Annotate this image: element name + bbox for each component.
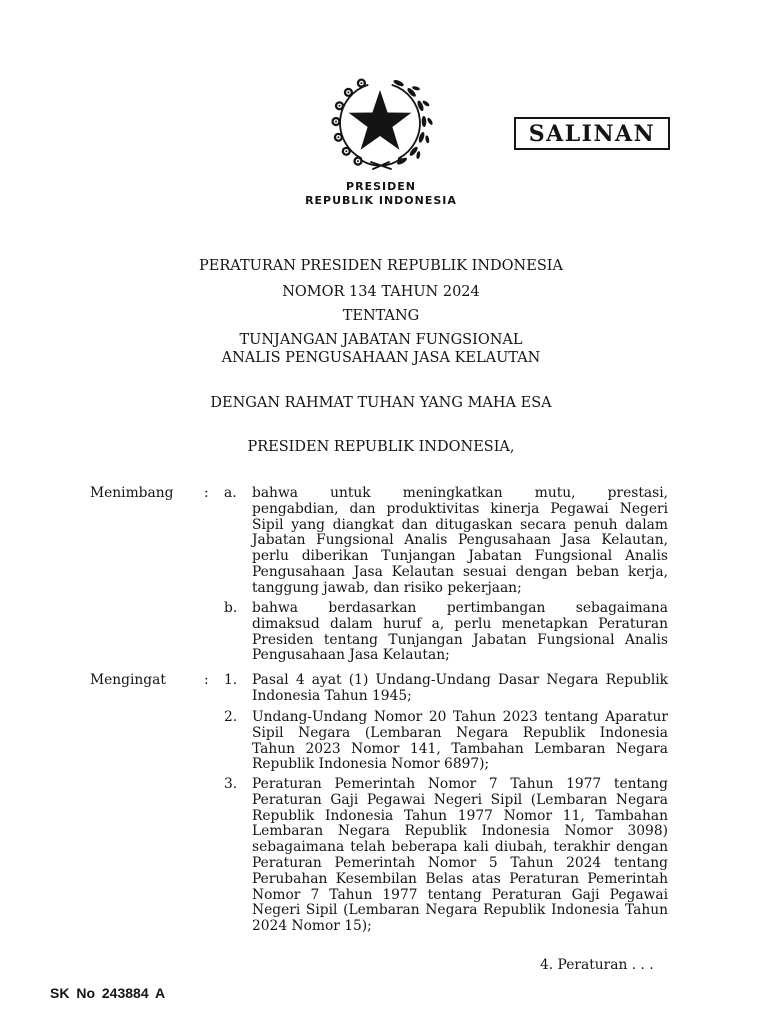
legal-basis-1 [252,673,668,705]
text-line: Pengusahaan Jasa Kelautan sesuai dengan beban kerja, [252,563,668,580]
text-line: Sipil Negara (Lembaran Negara Republik Indonesia [252,724,668,741]
consideration-a [252,486,668,597]
document-serial-code: SK No 243884 A [50,985,166,1001]
text-line: Nomor 7 Tahun 1977 tentang Peraturan Gaji Pegawai [252,886,668,903]
item-marker: b. [224,600,238,616]
text-line: Peraturan Pemerintah Nomor 7 Tahun 1977 tentang [252,776,668,792]
legal-basis-3 [252,777,668,935]
item-marker: 1. [224,672,238,688]
legal-basis-2 [252,710,668,773]
text-line: Negeri Sipil (Lembaran Negara Republik Indonesia Tahun [252,902,668,919]
item-marker: a. [224,485,237,501]
text-line: Jabatan Fungsional Analis Pengusahaan Jasa Kelautan, [252,532,668,549]
regulation-subject-line-1: TUNJANGAN JABATAN FUNGSIONAL [239,332,523,348]
text-line: Sipil yang diangkat dan ditugaskan secara penuh dalam [252,516,668,533]
text-line: Republik Indonesia Tahun 1977 Nomor 11, Tambahan [252,807,668,824]
menimbang-colon: : [204,485,209,501]
text-line: bahwa untuk meningkatkan mutu, prestasi, [252,485,668,501]
invocation: DENGAN RAHMAT TUHAN YANG MAHA ESA [210,395,552,411]
text-line: Peraturan Gaji Pegawai Negeri Sipil (Lembaran Negara [252,791,668,808]
item-marker: 3. [224,776,238,792]
text-line: tanggung jawab, dan risiko pekerjaan; [252,579,522,596]
text-line: Pasal 4 ayat (1) Undang-Undang Dasar Negara Republik [252,672,668,688]
regulation-type: PERATURAN PRESIDEN REPUBLIK INDONESIA [199,258,563,274]
text-line: Undang-Undang Nomor 20 Tahun 2023 tentang Aparatur [252,709,668,725]
page-continuation: 4. Peraturan . . . [540,957,654,973]
office-country: REPUBLIK INDONESIA [305,194,457,207]
office-title: PRESIDEN [346,180,416,193]
issuer: PRESIDEN REPUBLIK INDONESIA, [247,439,515,455]
text-line: sebagaimana telah beberapa kali diubah, terakhir dengan [252,839,668,856]
text-line: bahwa berdasarkan pertimbangan sebagaimana [252,600,668,616]
text-line: 2024 Nomor 15); [252,918,372,935]
text-line: Presiden tentang Tunjangan Jabatan Fungsional Analis [252,631,668,648]
text-line: dimaksud dalam huruf a, perlu menetapkan Peraturan [252,615,668,632]
text-line: perlu diberikan Tunjangan Jabatan Fungsional Analis [252,548,668,565]
item-marker: 2. [224,709,238,725]
mengingat-colon: : [204,672,209,688]
text-line: Pengusahaan Jasa Kelautan; [252,647,450,664]
text-line: Indonesia Tahun 1945; [252,687,412,704]
stamp-label: SALINAN [528,120,656,147]
mengingat-label: Mengingat [90,672,166,688]
regulation-number: NOMOR 134 TAHUN 2024 [282,284,480,300]
salinan-stamp [514,117,670,150]
regulation-about: TENTANG [342,308,420,324]
presidential-seal-icon [327,76,437,171]
menimbang-label: Menimbang [90,485,174,501]
text-line: Tahun 2023 Nomor 141, Tambahan Lembaran Negara [252,740,668,757]
text-line: pengabdian, dan produktivitas kinerja Pegawai Negeri [252,500,668,517]
text-line: Republik Indonesia Nomor 6897); [252,756,490,773]
text-line: Lembaran Negara Republik Indonesia Nomor 3098) [252,823,668,840]
consideration-b [252,601,668,664]
regulation-subject-line-2: ANALIS PENGUSAHAAN JASA KELAUTAN [221,350,541,366]
text-line: Peraturan Pemerintah Nomor 5 Tahun 2024 tentang [252,854,668,871]
text-line: Perubahan Kesembilan Belas atas Peraturan Pemerintah [252,870,668,887]
